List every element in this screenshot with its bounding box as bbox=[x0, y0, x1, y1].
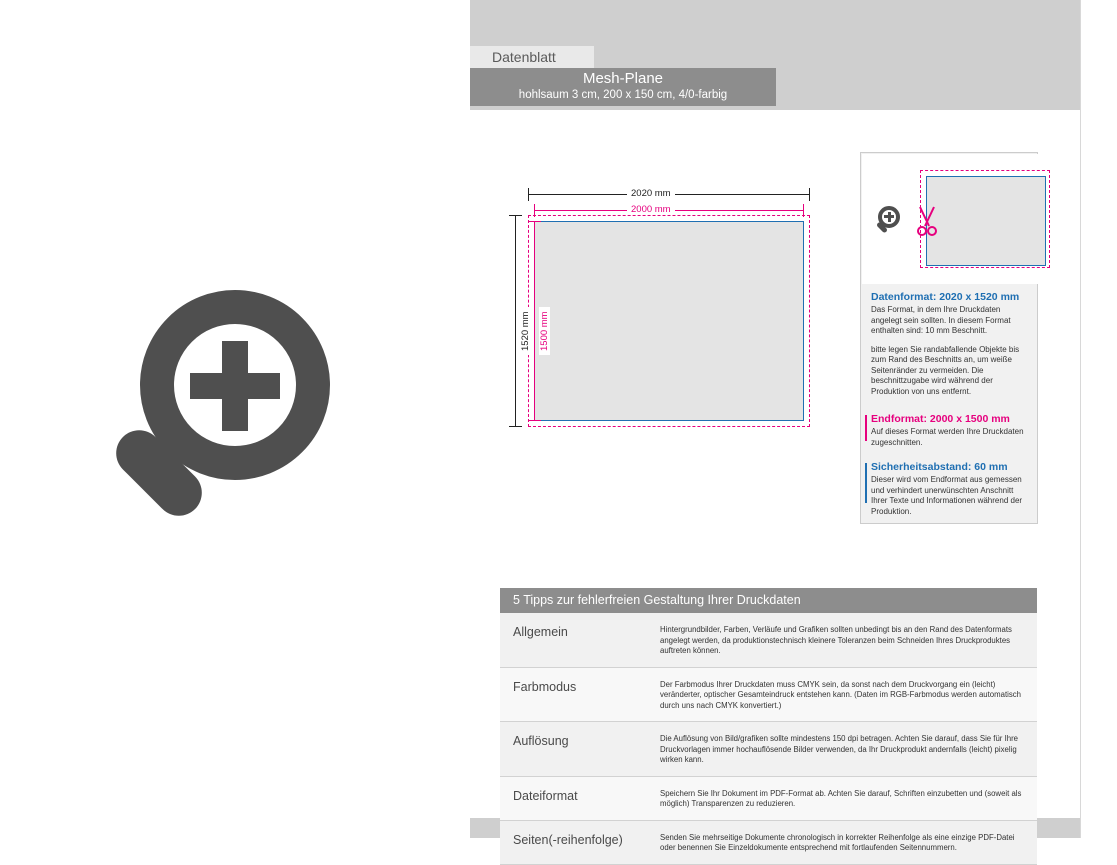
dim-line-left-inner bbox=[534, 221, 535, 421]
format-preview bbox=[862, 154, 1038, 284]
tips-row-description: Speichern Sie Ihr Dokument im PDF-Format ab. Achten Sie darauf, Schriften einzubetten und (soweit als möglich) Transparenzen zu reduzieren. bbox=[660, 788, 1022, 808]
product-title-block bbox=[470, 68, 776, 106]
sicherheitsabstand-section bbox=[871, 461, 1027, 517]
tips-row-label: Farbmodus bbox=[513, 679, 577, 694]
endformat-body: Auf dieses Format werden Ihre Druckdaten zugeschnitten. bbox=[871, 427, 1024, 447]
trim-format-box bbox=[534, 221, 804, 421]
endformat-heading: Endformat: 2000 x 1500 mm bbox=[871, 413, 1010, 425]
sicherheitsabstand-body: Dieser wird vom Endformat aus gemessen und verhindert unerwünschten Anschnitt Ihrer Texte und Informationen während der Produktion. bbox=[871, 475, 1023, 516]
format-drawing bbox=[510, 180, 890, 450]
tips-row-description: Der Farbmodus Ihrer Druckdaten muss CMYK sein, da sonst nach dem Druckvorgang ein (leicht) veränderter, optischer Gesamteindruck entstehen kann. (Daten im RGB-Farbmodus werden automatisch durch uns nach CMYK konvertiert.) bbox=[660, 679, 1021, 710]
table-row bbox=[500, 668, 1037, 723]
plus-vertical-bar bbox=[222, 341, 248, 431]
dim-tick bbox=[809, 188, 810, 201]
tips-row-label: Auflösung bbox=[513, 734, 569, 748]
page-right-edge bbox=[1080, 0, 1117, 838]
dim-tick bbox=[509, 215, 522, 216]
dim-tick bbox=[509, 426, 522, 427]
dim-line-left-outer bbox=[515, 215, 516, 427]
datenformat-heading: Datenformat: 2020 x 1520 mm bbox=[871, 291, 1020, 303]
datenformat-section bbox=[871, 291, 1027, 397]
scissors-icon bbox=[916, 206, 938, 236]
dim-tick bbox=[803, 204, 804, 217]
dim-tick bbox=[528, 188, 529, 201]
product-subtitle: hohlsaum 3 cm, 200 x 150 cm, 4/0-farbig bbox=[518, 89, 728, 101]
magnifier-plus-icon bbox=[100, 290, 360, 550]
tips-row-description: Die Auflösung von Bild/grafiken sollte mindestens 150 dpi betragen. Achten Sie darauf, dass Sie für Ihre Druckvorlagen immer hochauflösende Bilder verwenden, da Ihr Druckprodukt andernfalls (leicht) pixelig wirken kann. bbox=[660, 734, 1019, 764]
dim-tick bbox=[528, 221, 541, 222]
tips-row-label: Allgemein bbox=[513, 625, 568, 639]
preview-trim-box bbox=[926, 176, 1046, 266]
tips-row-description: Hintergrundbilder, Farben, Verläufe und Grafiken sollten unbedingt bis an den Rand des Datenformats angelegt werden, da produktionstechnisch kleinere Toleranzen beim Schneiden Ihres Druckproduktes auftreten können. bbox=[660, 625, 1012, 655]
dim-label-top-outer: 2020 mm bbox=[627, 188, 675, 199]
format-info-panel bbox=[860, 152, 1038, 524]
sicherheitsabstand-heading: Sicherheitsabstand: 60 mm bbox=[871, 461, 1008, 473]
tips-table-header: 5 Tipps zur fehlerfreien Gestaltung Ihrer Druckdaten bbox=[500, 588, 1037, 613]
endformat-section bbox=[871, 413, 1027, 448]
table-row bbox=[500, 821, 1037, 865]
datenformat-body-1: Das Format, in dem Ihre Druckdaten angelegt sein sollten. In diesem Format enthalten sind: 10 mm Beschnitt. bbox=[871, 305, 1011, 335]
tips-row-label: Seiten(-reihenfolge) bbox=[513, 832, 623, 847]
tips-table bbox=[500, 588, 1037, 865]
magnifier-plus-small-icon bbox=[876, 206, 906, 236]
tips-row-label: Dateiformat bbox=[513, 788, 578, 803]
plus-vertical-bar-small bbox=[888, 212, 891, 222]
dim-tick bbox=[534, 204, 535, 217]
product-title: Mesh-Plane bbox=[582, 70, 664, 87]
endformat-marker bbox=[865, 415, 867, 441]
dim-label-left-outer: 1520 mm bbox=[520, 307, 531, 355]
datasheet-page bbox=[470, 0, 1080, 852]
dim-label-left-inner: 1500 mm bbox=[539, 307, 550, 355]
dim-label-top-inner: 2000 mm bbox=[627, 204, 675, 215]
table-row bbox=[500, 722, 1037, 777]
datenformat-body-2: bitte legen Sie randabfallende Objekte bis zum Rand des Beschnitts an, um weiße Seitenränder zu vermeiden. Die beschnittzugabe wird während der Produktion von uns entfernt. bbox=[871, 344, 1020, 396]
sicherheitsabstand-marker bbox=[865, 463, 867, 503]
table-row bbox=[500, 613, 1037, 668]
table-row bbox=[500, 777, 1037, 821]
dim-tick bbox=[528, 420, 541, 421]
tips-row-description: Senden Sie mehrseitige Dokumente chronologisch in korrekter Reihenfolge als eine einzige PDF-Datei oder benennen Sie Einzeldokumente entsprechend mit fortlaufenden Seitennummern. bbox=[660, 832, 1015, 852]
datenblatt-tab[interactable]: Datenblatt bbox=[470, 46, 594, 68]
